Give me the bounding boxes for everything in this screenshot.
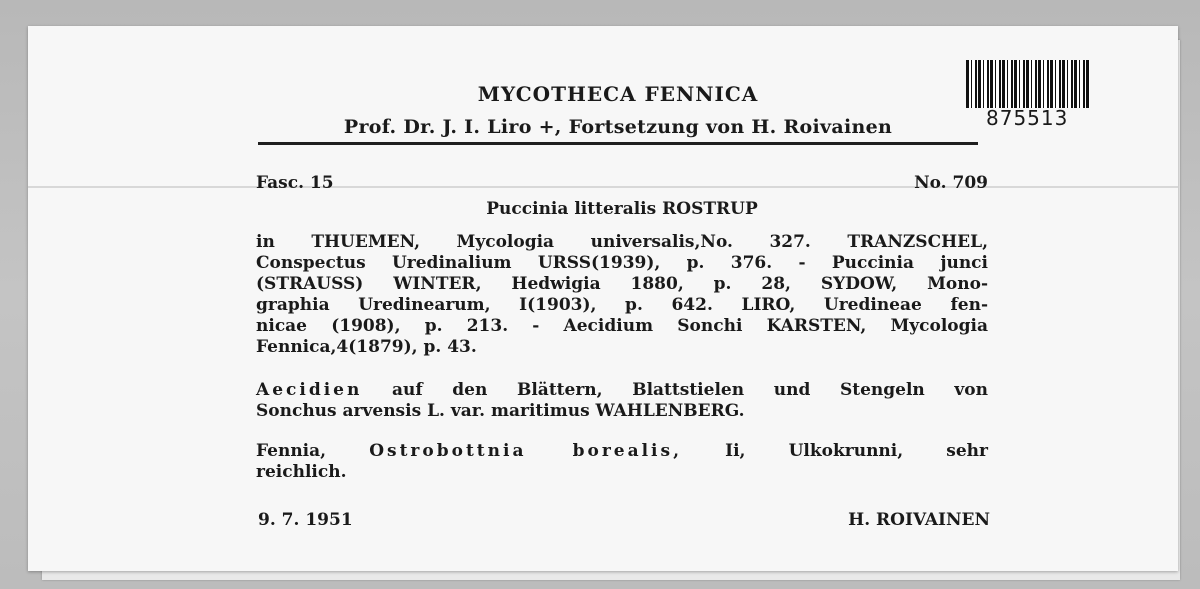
specimen-number: No. 709 bbox=[914, 173, 988, 193]
species-name: Puccinia litteralis ROSTRUP bbox=[486, 199, 758, 219]
reference-line: Fennica,4(1879), p. 43. bbox=[256, 337, 477, 357]
host-paragraph bbox=[256, 380, 988, 422]
barcode-number: 875513 bbox=[986, 106, 1069, 130]
reference-line: graphia Uredinearum, I(1903), p. 642. LIRO, Uredineae fen- bbox=[256, 295, 988, 315]
host-line bbox=[256, 380, 988, 401]
barcode-icon bbox=[966, 60, 1090, 108]
collector-name: H. ROIVAINEN bbox=[848, 510, 990, 530]
host-line-rest: auf den Blättern, Blattstielen und Stengeln von bbox=[362, 380, 988, 400]
reference-line: Conspectus Uredinalium URSS(1939), p. 376. - Puccinia junci bbox=[256, 253, 988, 273]
locality-country: Fennia, bbox=[256, 441, 370, 461]
references-paragraph bbox=[256, 232, 988, 358]
locality-line bbox=[256, 441, 988, 462]
locality-region: Ostrobottnia borealis, bbox=[369, 441, 683, 461]
header-rule bbox=[258, 142, 978, 145]
collection-editors: Prof. Dr. J. I. Liro +, Fortsetzung von H. Roivainen bbox=[343, 116, 893, 138]
locality-place: Ii, Ulkokrunni, sehr bbox=[682, 441, 988, 461]
host-spaced-word: Aecidien bbox=[256, 380, 363, 400]
reference-line: nicae (1908), p. 213. - Aecidium Sonchi KARSTEN, Mycologia bbox=[256, 316, 988, 336]
host-line: Sonchus arvensis L. var. maritimus WAHLENBERG. bbox=[256, 401, 745, 421]
fascicle-label: Fasc. 15 bbox=[256, 173, 334, 193]
locality-line: reichlich. bbox=[256, 462, 347, 482]
collection-date: 9. 7. 1951 bbox=[258, 510, 353, 530]
collection-title: MYCOTHECA FENNICA bbox=[477, 82, 759, 106]
locality-paragraph bbox=[256, 441, 988, 483]
reference-line: in THUEMEN, Mycologia universalis,No. 327. TRANZSCHEL, bbox=[256, 232, 988, 252]
reference-line: (STRAUSS) WINTER, Hedwigia 1880, p. 28, SYDOW, Mono- bbox=[256, 274, 988, 294]
